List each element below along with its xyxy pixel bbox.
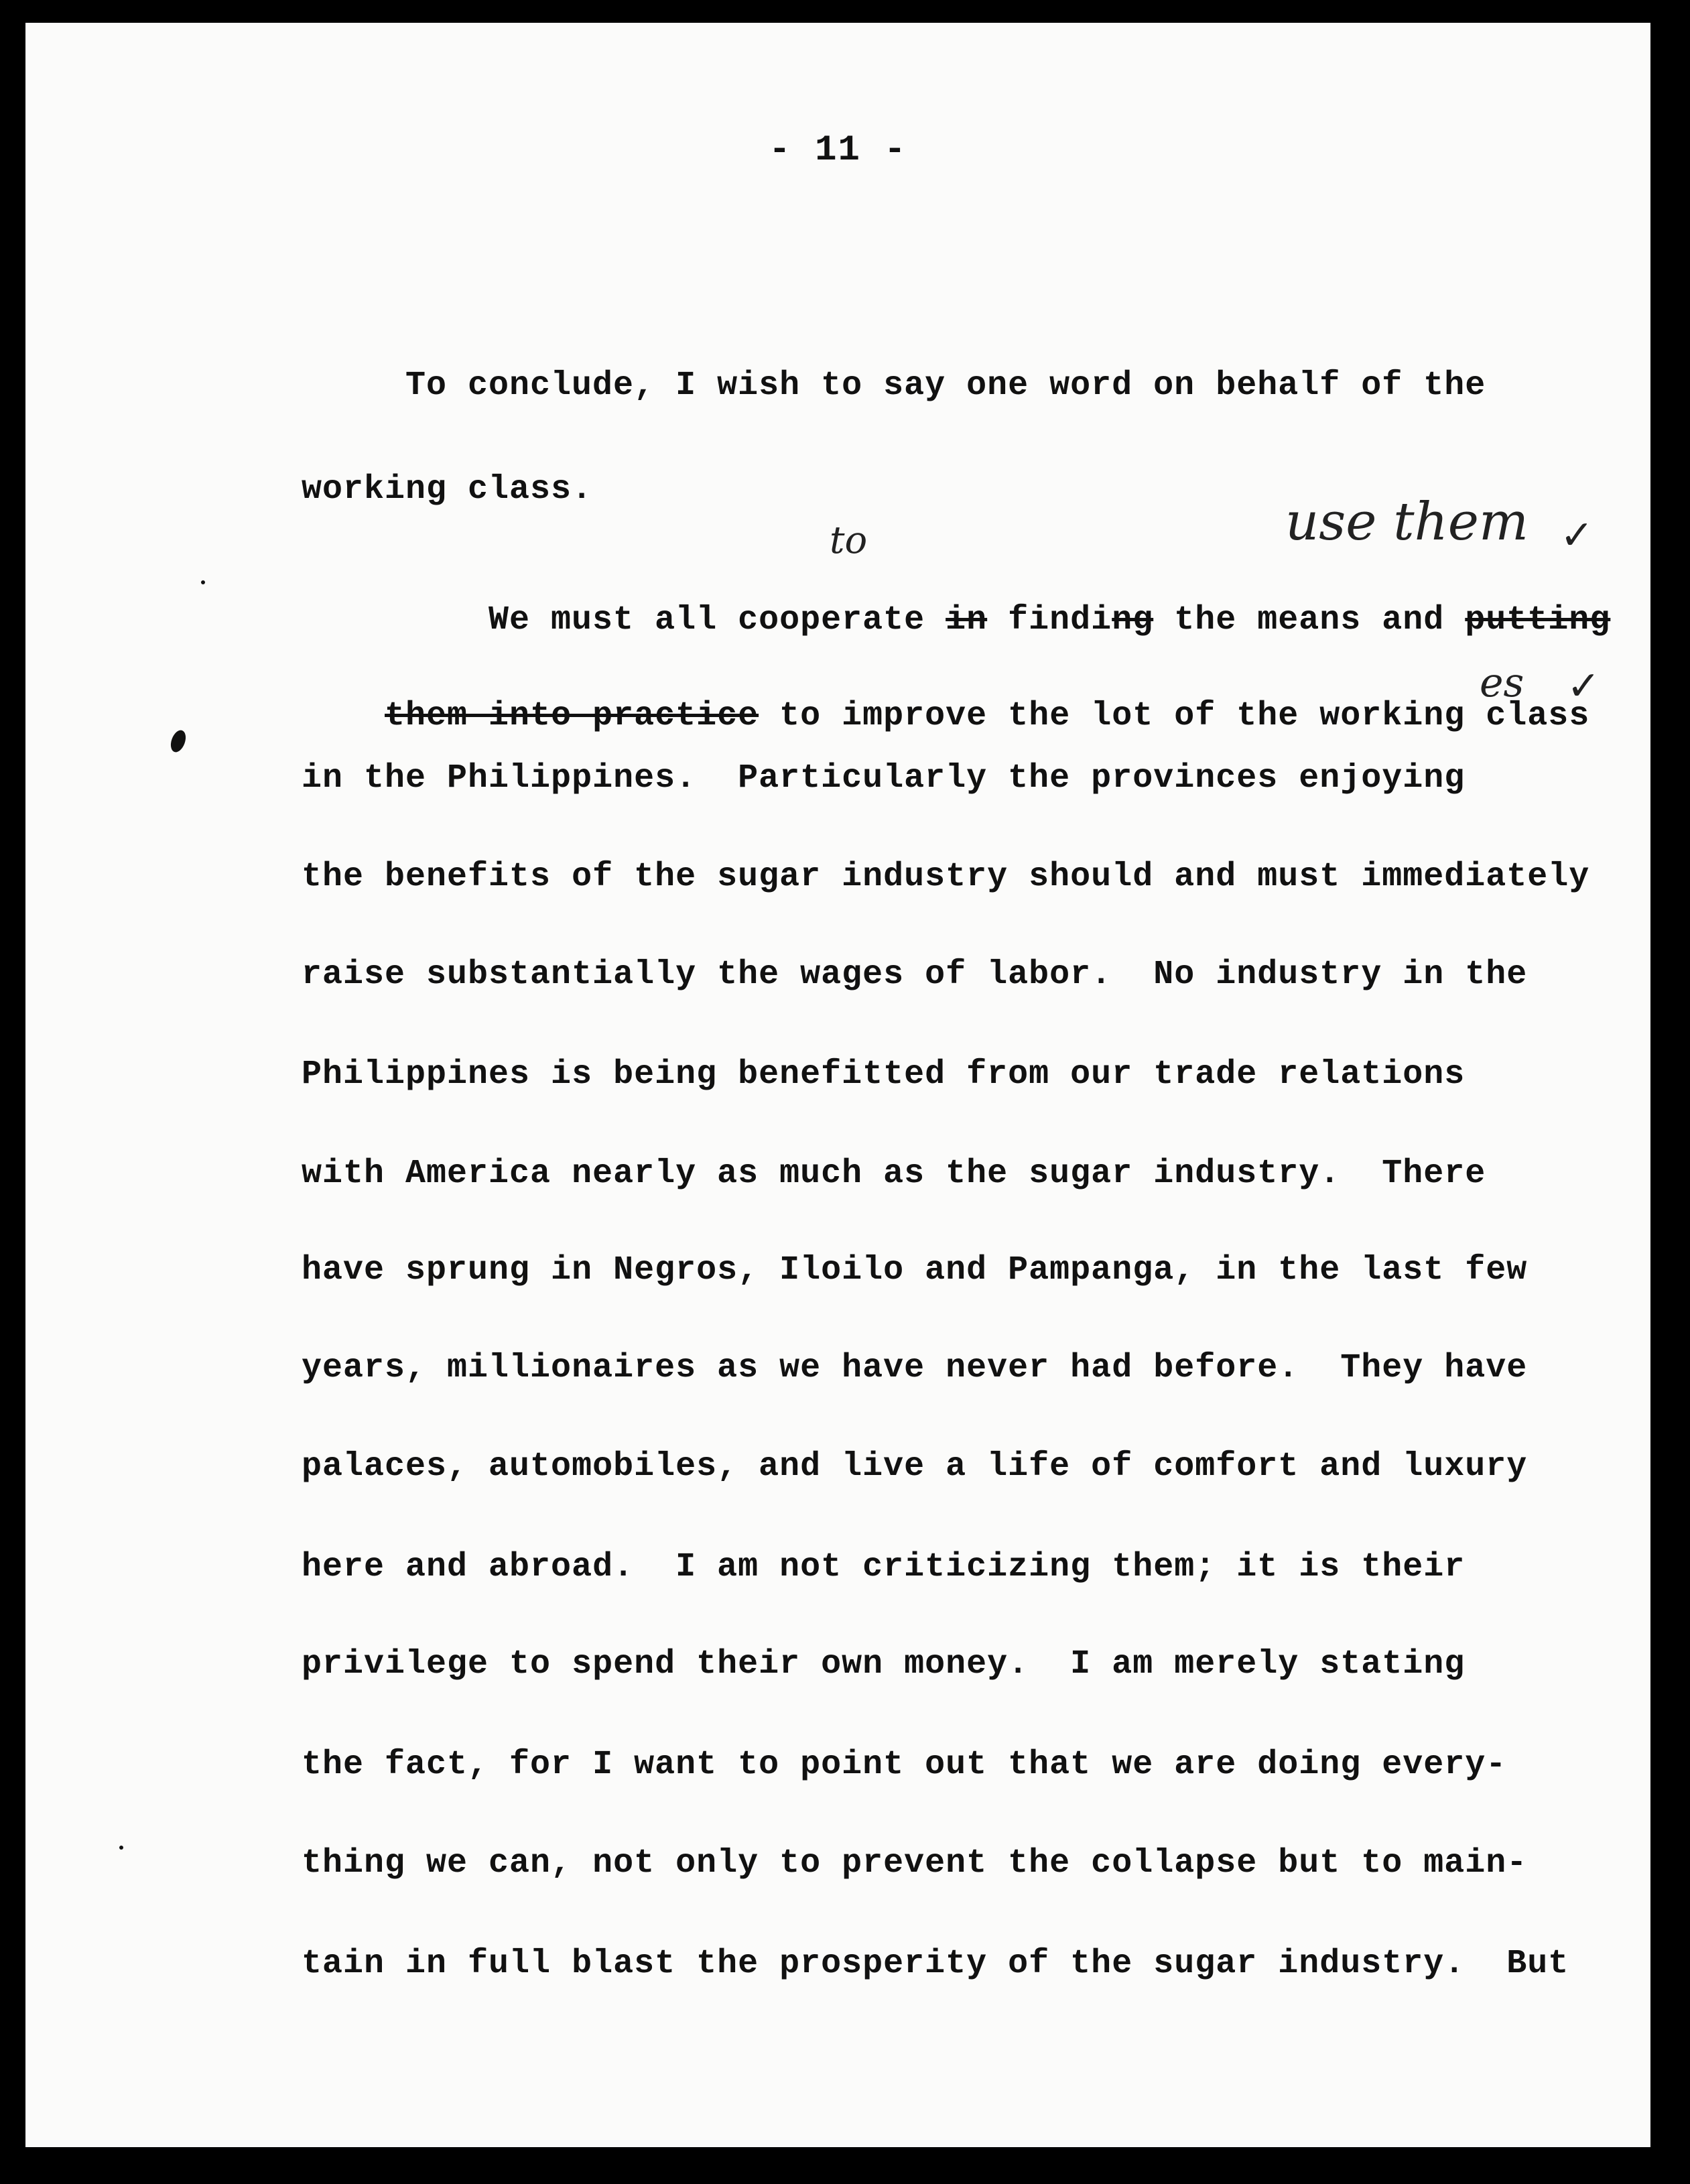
text-fragment: to improve the lot of the working class — [759, 697, 1590, 735]
text-fragment: We must all cooperate — [489, 601, 946, 639]
text-line-4 — [302, 666, 1589, 767]
struck-word-in: in — [946, 601, 988, 639]
page-number: - 11 - — [769, 130, 907, 171]
text-line-14: privilege to spend their own money. I am merely stating — [302, 1645, 1466, 1683]
struck-suffix-ng: ng — [1112, 601, 1154, 639]
text-fragment: the means and — [1153, 601, 1466, 639]
text-line-17: tain in full blast the prosperity of the sugar industry. But — [302, 1945, 1569, 1983]
text-line-1: To conclude, I wish to say one word on behalf of the — [405, 367, 1486, 405]
text-line-3 — [405, 570, 1610, 671]
text-line-7: raise substantially the wages of labor. No industry in the — [302, 956, 1528, 994]
handwritten-insert-es: es — [1480, 659, 1524, 706]
struck-phrase-them-into-practice: them into practice — [385, 697, 759, 735]
text-line-5: in the Philippines. Particularly the provinces enjoying — [302, 759, 1466, 797]
text-line-12: palaces, automobiles, and live a life of comfort and luxury — [302, 1448, 1528, 1486]
struck-word-putting: putting — [1465, 601, 1611, 639]
handwritten-insert-to: to — [830, 519, 868, 562]
check-mark-icon: ✓ — [1560, 512, 1594, 559]
ink-blot — [168, 728, 188, 755]
ink-speck — [201, 580, 205, 584]
text-fragment: findi — [987, 601, 1112, 639]
handwritten-insert-use-them: use them — [1285, 492, 1529, 552]
ink-speck — [119, 1846, 123, 1850]
text-line-9: with America nearly as much as the sugar industry. There — [302, 1155, 1486, 1193]
text-line-8: Philippines is being benefitted from our trade relations — [302, 1055, 1466, 1094]
text-line-13: here and abroad. I am not criticizing them; it is their — [302, 1548, 1466, 1586]
text-line-16: thing we can, not only to prevent the collapse but to main- — [302, 1844, 1528, 1882]
text-line-10: have sprung in Negros, Iloilo and Pampanga, in the last few — [302, 1251, 1528, 1289]
document-page — [25, 23, 1650, 2147]
text-line-15: the fact, for I want to point out that we are doing every- — [302, 1746, 1507, 1784]
text-line-11: years, millionaires as we have never had before. They have — [302, 1349, 1528, 1387]
text-line-6: the benefits of the sugar industry should and must immediately — [302, 858, 1590, 896]
check-mark-icon: ✓ — [1567, 663, 1601, 710]
text-line-2: working class. — [302, 470, 593, 509]
